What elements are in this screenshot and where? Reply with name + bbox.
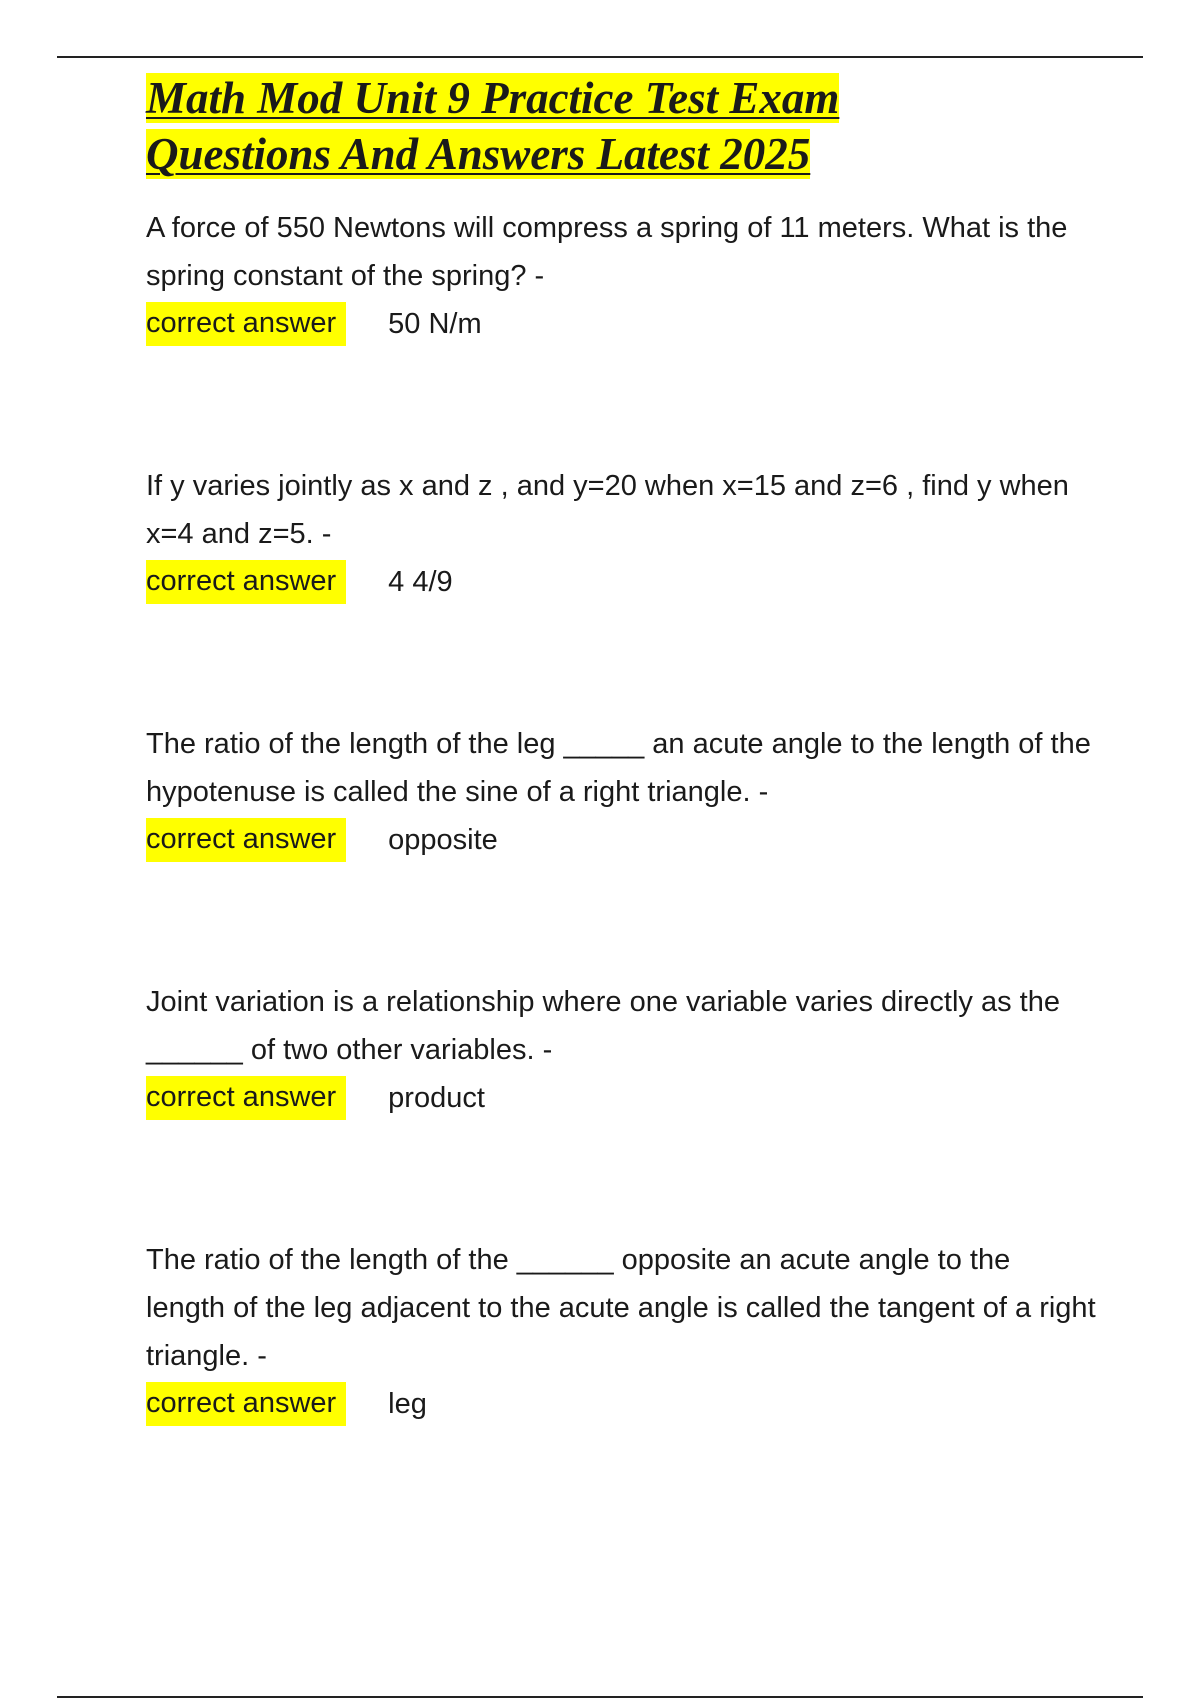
qa-item xyxy=(146,1236,1106,1428)
title-line-1: Math Mod Unit 9 Practice Test Exam xyxy=(146,73,840,123)
question-text: If y varies jointly as x and z , and y=20 when x=15 and z=6 , find y when x=4 and z=5. - xyxy=(146,470,1069,550)
title-line-2: Questions And Answers Latest 2025 xyxy=(146,129,811,179)
answer-value: product xyxy=(388,1082,485,1114)
answer-value: 4 4/9 xyxy=(388,566,453,598)
answer-row xyxy=(146,558,1106,606)
answer-row xyxy=(146,1074,1106,1122)
answer-label: correct answer xyxy=(146,302,346,346)
answer-row xyxy=(146,300,1106,348)
qa-item xyxy=(146,978,1106,1122)
answer-value: opposite xyxy=(388,824,498,856)
answer-value: 50 N/m xyxy=(388,308,482,340)
top-rule xyxy=(57,56,1143,58)
question-text: A force of 550 Newtons will compress a spring of 11 meters. What is the spring constant of the spring? - xyxy=(146,212,1068,292)
answer-value: leg xyxy=(388,1388,427,1420)
question-text: Joint variation is a relationship where one variable varies directly as the ______ of two other variables. - xyxy=(146,986,1060,1066)
bottom-rule xyxy=(57,1696,1143,1698)
document-body xyxy=(146,70,1106,1542)
document-title xyxy=(146,70,1106,182)
question-text: The ratio of the length of the leg _____ an acute angle to the length of the hypotenuse is called the sine of a right triangle. - xyxy=(146,728,1091,808)
answer-label: correct answer xyxy=(146,1382,346,1426)
answer-label: correct answer xyxy=(146,560,346,604)
answer-label: correct answer xyxy=(146,818,346,862)
question-text: The ratio of the length of the ______ opposite an acute angle to the length of the leg adjacent to the acute angle is called the tangent of a right triangle. - xyxy=(146,1244,1096,1372)
qa-item xyxy=(146,204,1106,348)
qa-item xyxy=(146,720,1106,864)
answer-row xyxy=(146,1380,1106,1428)
answer-label: correct answer xyxy=(146,1076,346,1120)
qa-item xyxy=(146,462,1106,606)
answer-row xyxy=(146,816,1106,864)
